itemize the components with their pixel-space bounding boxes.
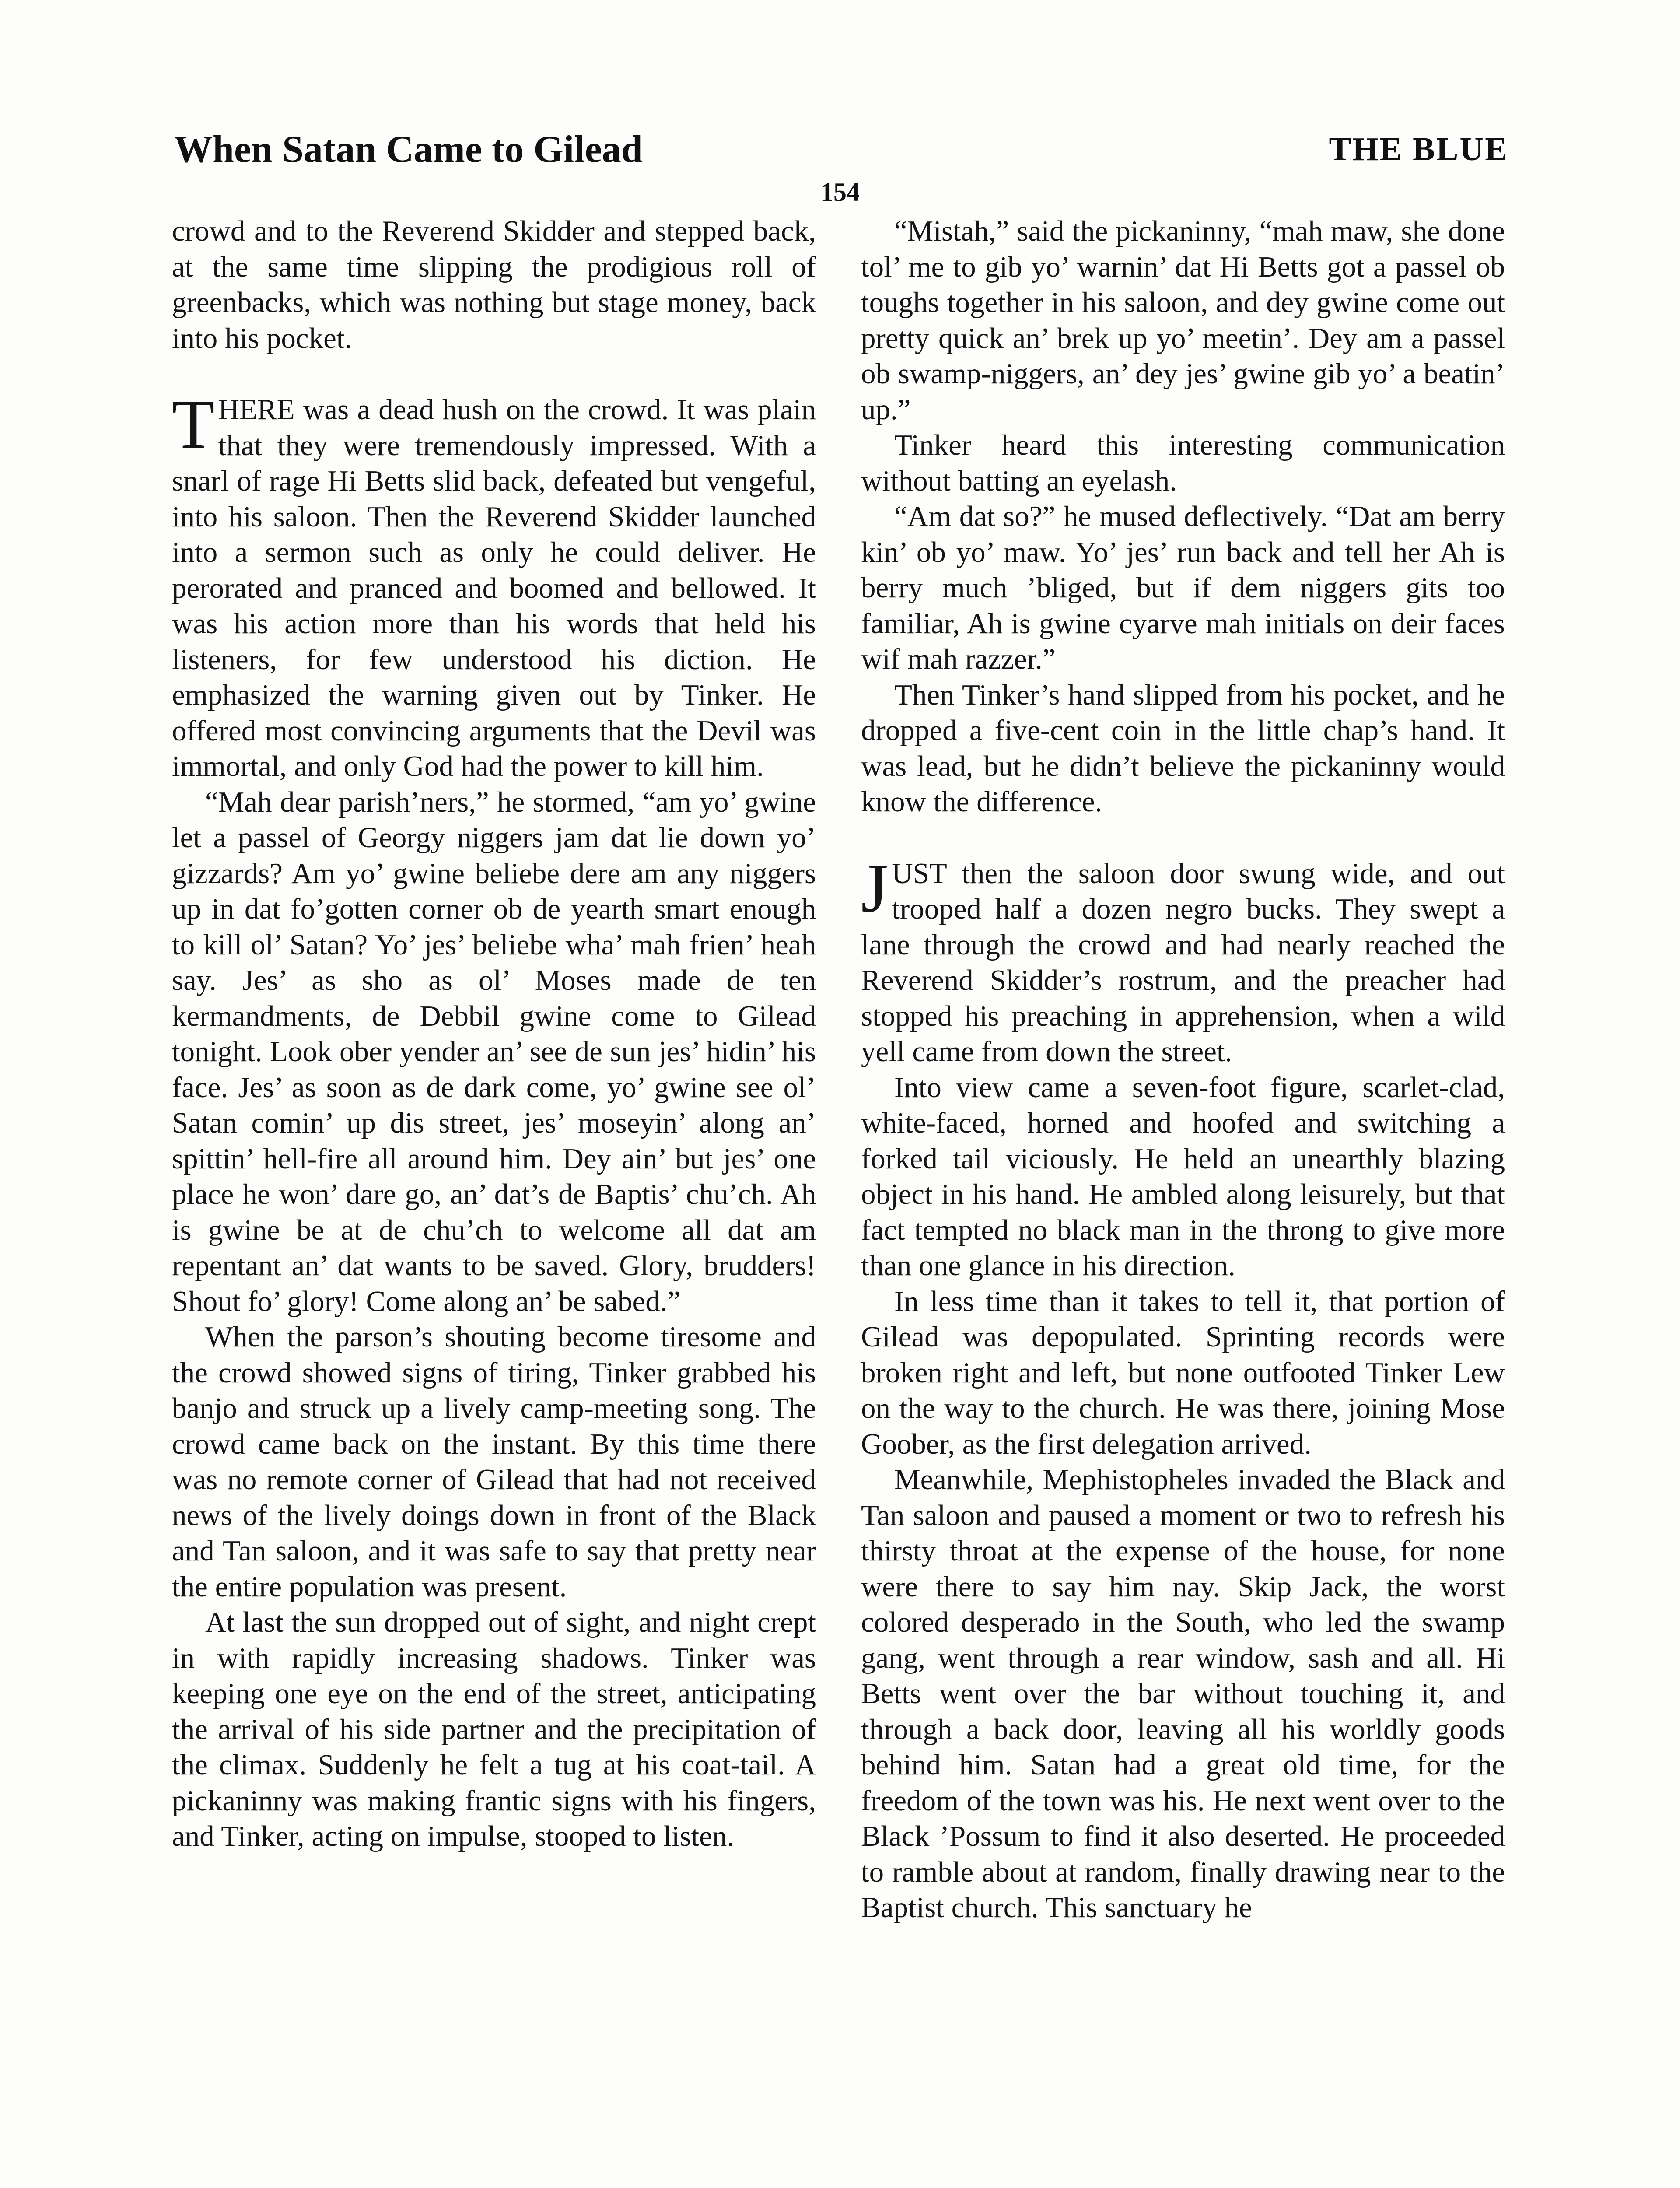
paragraph-text: UST then the saloon door swung wide, and out trooped half a dozen negro bucks. They swept a lane through the crowd and had nearly reached the Reverend Skidder’s rostrum, and the preacher had stopped his preaching in apprehension, when a wild yell came from down the street. <box>861 857 1505 1068</box>
paragraph: Then Tinker’s hand slipped from his pocket, and he dropped a five-cent coin in the little chap’s hand. It was lead, but he didn’t believe the pickaninny would know the difference. <box>861 678 1505 818</box>
paragraph-with-drop-cap <box>861 849 1505 1070</box>
right-column <box>861 214 1505 1926</box>
page-number: 154 <box>820 178 860 207</box>
paragraph: crowd and to the Reverend Skidder and stepped back, at the same time slipping the prodigious roll of greenbacks, which was nothing but stage money, back into his pocket. <box>172 215 816 354</box>
paragraph: At last the sun dropped out of sight, and night crept in with rapidly increasing shadows. Tinker was keeping one eye on the end of the street, anticipating the arrival of his side partner and the precipitation of the climax. Suddenly he felt a tug at his coat-tail. A pickaninny was making frantic signs with his fingers, and Tinker, acting on impulse, stooped to listen. <box>172 1606 816 1852</box>
paragraph: “Mah dear parish’ners,” he stormed, “am yo’ gwine let a passel of Georgy niggers jam dat lie down yo’ gizzards? Am yo’ gwine beliebe dere am any niggers up in dat fo’gotten corner ob de yearth smart enough to kill ol’ Satan? Yo’ jes’ beliebe wha’ mah frien’ heah say. Jes’ as sho as ol’ Moses made de ten kermandments, de Debbil gwine come to Gilead tonight. Look ober yender an’ see de sun jes’ hidin’ his face. Jes’ as soon as de dark come, yo’ gwine see ol’ Satan comin’ up dis street, jes’ moseyin’ along an’ spittin’ hell-fire all around him. Dey ain’ but jes’ one place he won’ dare go, an’ dat’s de Baptis’ chu’ch. Ah is gwine be at de chu’ch to welcome all dat am repentant an’ dat wants to be saved. Glory, brudders! Shout fo’ glory! Come along an’ be sabed.” <box>172 785 816 1318</box>
paragraph-text: HERE was a dead hush on the crowd. It was plain that they were tremendously impressed. With a snarl of rage Hi Betts slid back, defeated but vengeful, into his saloon. Then the Reverend Skidder launched into a sermon such as only he could deliver. He perorated and pranced and boomed and bellowed. It was his action more than his words that held his listeners, for few understood his diction. He emphasized the warning given out by Tinker. He offered most convincing arguments that the Devil was immortal, and only God had the power to kill him. <box>172 393 816 782</box>
drop-cap: J <box>861 849 889 927</box>
magazine-name: THE BLUE <box>1329 131 1508 168</box>
story-title: When Satan Came to Gilead <box>174 128 643 171</box>
paragraph-with-drop-cap <box>172 385 816 785</box>
paragraph: In less time than it takes to tell it, that portion of Gilead was depopulated. Sprinting records were broken right and left, but none outfooted Tinker Lew on the way to the church. He was there, joining Mose Goober, as the first delegation arrived. <box>861 1285 1505 1460</box>
paragraph: Into view came a seven-foot figure, scarlet-clad, white-faced, horned and hoofed and switching a forked tail viciously. He held an unearthly blazing object in his hand. He ambled along leisurely, but that fact tempted no black man in the throng to give more than one glance in his direction. <box>861 1071 1505 1282</box>
drop-cap: T <box>172 385 215 463</box>
paragraph: Tinker heard this interesting communication without batting an eyelash. <box>861 429 1505 497</box>
paragraph: “Am dat so?” he mused deflectively. “Dat am berry kin’ ob yo’ maw. Yo’ jes’ run back and tell her Ah is berry much ’bliged, but if dem niggers gits too familiar, Ah is gwine cyarve mah initials on deir faces wif mah razzer.” <box>861 500 1505 675</box>
left-column <box>172 214 816 1855</box>
paragraph: When the parson’s shouting become tiresome and the crowd showed signs of tiring, Tinker grabbed his banjo and struck up a lively camp-meeting song. The crowd came back on the instant. By this time there was no remote corner of Gilead that had not received news of the lively doings down in front of the Black and Tan saloon, and it was safe to say that pretty near the entire population was present. <box>172 1321 816 1603</box>
paragraph: Meanwhile, Mephistopheles invaded the Black and Tan saloon and paused a moment or two to refresh his thirsty throat at the expense of the house, for none were there to say him nay. Skip Jack, the worst colored desperado in the South, who led the swamp gang, went through a rear window, sash and all. Hi Betts went over the bar without touching it, and through a back door, leaving all his worldly goods behind him. Satan had a great old time, for the freedom of the town was his. He next went over to the Black ’Possum to find it also deserted. He proceeded to ramble about at random, finally drawing near to the Baptist church. This sanctuary he <box>861 1463 1505 1924</box>
paragraph: “Mistah,” said the pickaninny, “mah maw, she done tol’ me to gib yo’ warnin’ dat Hi Betts got a passel ob toughs together in his saloon, and dey gwine come out pretty quick an’ brek up yo’ meetin’. Dey am a passel ob swamp-niggers, an’ dey jes’ gwine gib yo’ a beatin’ up.” <box>861 215 1505 426</box>
